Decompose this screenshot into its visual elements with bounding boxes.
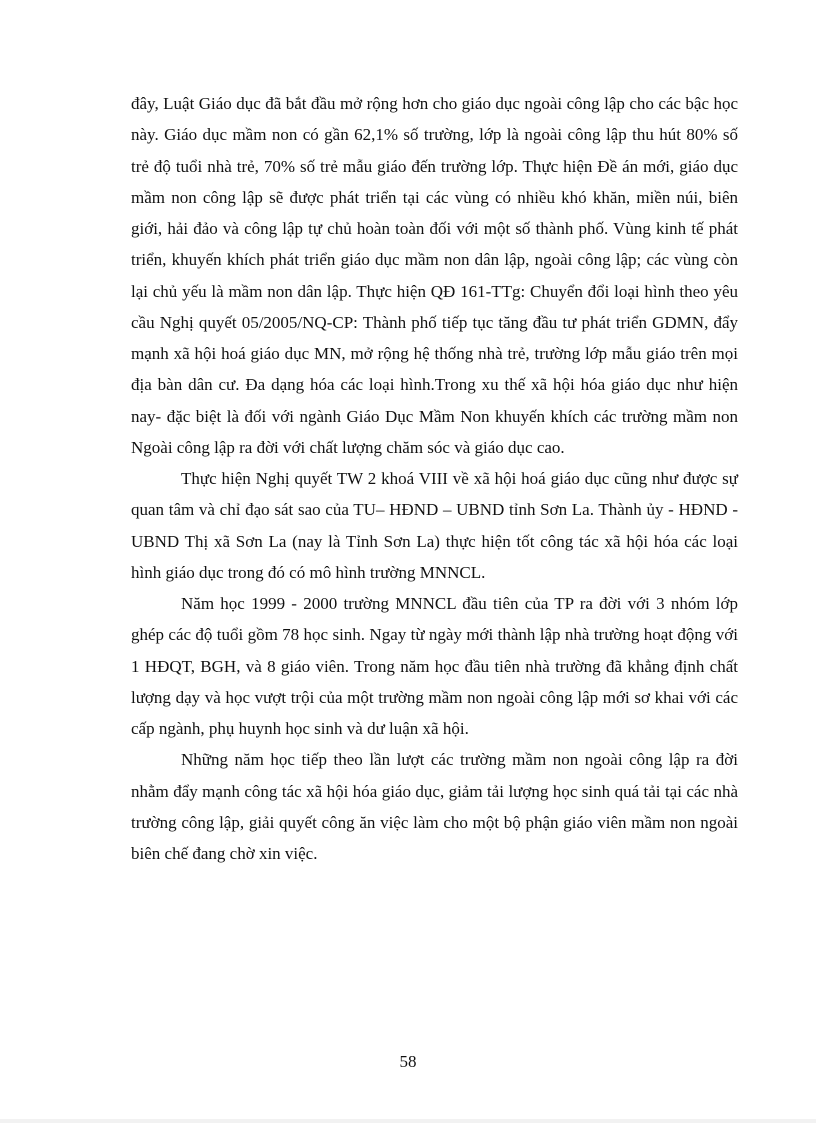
paragraph-3: Năm học 1999 - 2000 trường MNNCL đầu tiên của TP ra đời với 3 nhóm lớp ghép các độ tuổi gồm 78 học sinh. Ngay từ ngày mới thành lập nhà trường hoạt động với 1 HĐQT, BGH, và 8 giáo viên. Trong năm học đầu tiên nhà trường đã khẳng định chất lượng dạy và học vượt trội của một trường mầm non ngoài công lập mới sơ khai với các cấp ngành, phụ huynh học sinh và dư luận xã hội. [131,594,738,738]
paragraph-1: đây, Luật Giáo dục đã bắt đầu mở rộng hơn cho giáo dục ngoài công lập cho các bậc học này. Giáo dục mầm non có gần 62,1% số trường, lớp là ngoài công lập thu hút 80% số trẻ độ tuổi nhà trẻ, 70% số trẻ mẫu giáo đến trường lớp. Thực hiện Đề án mới, giáo dục mầm non công lập sẽ được phát triển tại các vùng có nhiều khó khăn, miền núi, biên giới, hải đảo và công lập tự chủ hoàn toàn đối với một số thành phố. Vùng kinh tế phát triển, khuyến khích phát triển giáo dục mầm non dân lập, ngoài công lập; các vùng còn lại chủ yếu là mầm non dân lập. Thực hiện QĐ 161-TTg: Chuyển đổi loại hình theo yêu cầu Nghị quyết 05/2005/NQ-CP: Thành phố tiếp tục tăng đầu tư phát triển GDMN, đẩy mạnh xã hội hoá giáo dục MN, mở rộng hệ thống nhà trẻ, trường lớp mẫu giáo trên mọi địa bàn dân cư. Đa dạng hóa các loại hình.Trong xu thế xã hội hóa giáo dục như hiện nay- đặc biệt là đối với ngành Giáo Dục Mầm Non khuyến khích các trường mầm non Ngoài công lập ra đời với chất lượng chăm sóc và giáo dục cao. [131,94,738,457]
paragraph-2: Thực hiện Nghị quyết TW 2 khoá VIII về xã hội hoá giáo dục cũng như được sự quan tâm và chỉ đạo sát sao của TU– HĐND – UBND tỉnh Sơn La. Thành ủy - HĐND - UBND Thị xã Sơn La (nay là Tỉnh Sơn La) thực hiện tốt công tác xã hội hóa các loại hình giáo dục trong đó có mô hình trường MNNCL. [131,469,738,582]
body-text [131,88,738,869]
paragraph-4: Những năm học tiếp theo lần lượt các trường mầm non ngoài công lập ra đời nhằm đẩy mạnh công tác xã hội hóa giáo dục, giảm tải lượng học sinh quá tải tại các nhà trường công lập, giải quyết công ăn việc làm cho một bộ phận giáo viên mầm non ngoài biên chế đang chờ xin việc. [131,750,738,863]
page-number: 58 [399,1052,417,1071]
page-bottom-edge [0,1119,816,1123]
